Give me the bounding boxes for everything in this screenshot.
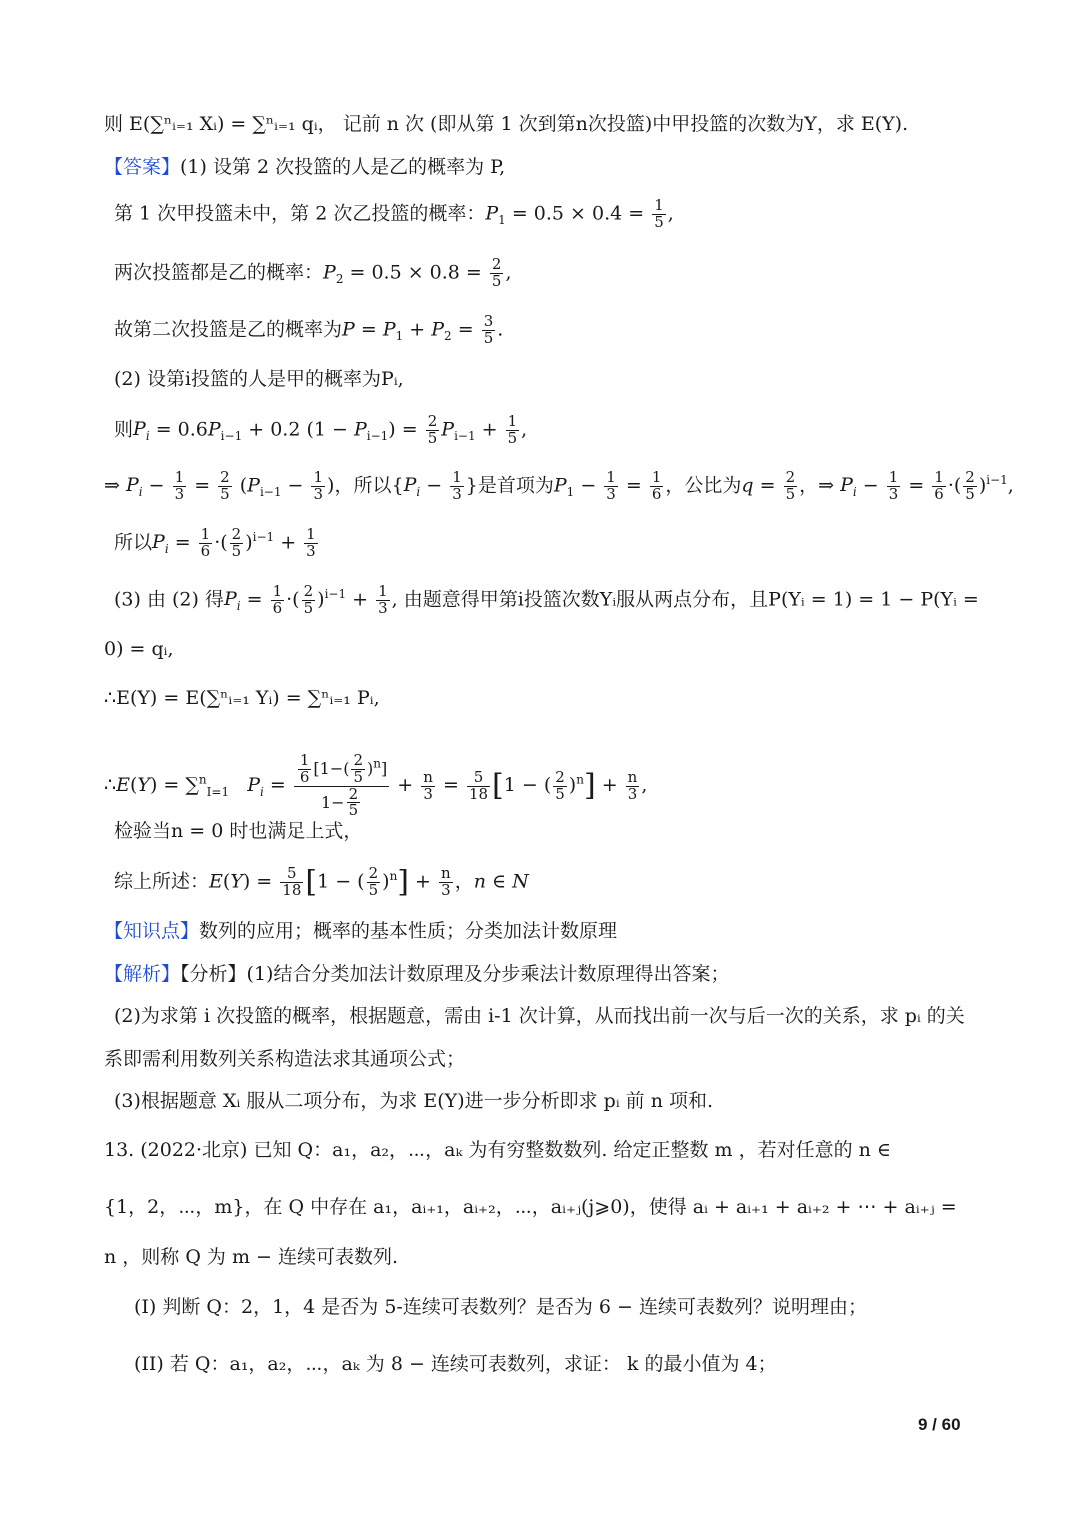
answer-line-p1: 第 1 次甲投篮未中，第 2 次乙投篮的概率：$P_1 = 0.5 \times 0.4$ = $\frac{1}{5}$ , [114, 196, 674, 231]
answer-expectation-sum: ∴E(Y) = ∑$^n_{I=1}$ $P_i$ = $\frac{1}{6}$ [1−( $\frac{2}{5}$ )$^n$] 1− $\frac{2}{5}$ + $\frac{n}{3}$ = $\frac{5}{18}$ [1 − ( $\frac{2}{5}$ )$^n$] + $\frac{n}{3}$ , [104, 751, 648, 820]
problem-line-1: 则 E(∑ⁿᵢ₌₁ Xᵢ) = ∑ⁿᵢ₌₁ qᵢ， 记前 n 次 (即从第 1 次到第n次投篮)中甲投篮的次数为Y，求 E(Y). [104, 113, 909, 135]
answer-check: 检验当n = 0 时也满足上式， [114, 820, 363, 842]
answer-heading: 【答案】(1) 设第 2 次投篮的人是乙的概率为 P, [104, 156, 506, 178]
problem13-part2: (II) 若 Q：a₁，a₂，⋯，aₖ 为 8 − 连续可表数列，求证： k 的最小值为 4； [134, 1353, 777, 1375]
answer-recurrence: 则$P_i = 0.6P_{i-1} + 0.2$ $(1 - P_{i-1})$ = $\frac{2}{5}$ $P_{i-1}$ + $\frac{1}{5}$ , [114, 412, 528, 447]
analysis-line-3: 系即需利用数列关系构造法求其通项公式； [104, 1048, 466, 1070]
answer-expectation: ∴E(Y) = E(∑ⁿᵢ₌₁ Yᵢ) = ∑ⁿᵢ₌₁ Pᵢ, [104, 687, 380, 709]
answer-pi-formula: 所以$P_i$ = $\frac{1}{6}$ ·( $\frac{2}{5}$ )$^{i-1}$ + $\frac{1}{3}$ [114, 525, 316, 560]
knowledge-tag: 【知识点】 [104, 920, 200, 942]
analysis-tag: 【解析】 [104, 963, 181, 985]
answer-line-p: 故第二次投篮是乙的概率为$P = P_1 + P_2$ = $\frac{3}{5}$ . [114, 312, 504, 347]
problem13-part1: (I) 判断 Q：2，1，4 是否为 5-连续可表数列？是否为 6 − 连续可表数列？说明理由； [134, 1296, 867, 1318]
problem13-line-3: n ，则称 Q 为 m − 连续可表数列. [104, 1246, 399, 1268]
answer-part2-intro: (2) 设第i投篮的人是甲的概率为Pᵢ, [114, 368, 404, 390]
answer-line-p2: 两次投篮都是乙的概率：$P_2 = 0.5 \times 0.8$ = $\frac{2}{5}$ , [114, 255, 512, 290]
problem13-line-1: 13. (2022·北京) 已知 Q：a₁，a₂，⋯，aₖ 为有穷整数数列. 给定正整数 m ，若对任意的 n ∈ [104, 1139, 891, 1161]
analysis-line-4: (3)根据题意 Xᵢ 服从二项分布，为求 E(Y)进一步分析即求 pᵢ 前 n 项和. [114, 1090, 714, 1112]
knowledge-points: 【知识点】数列的应用；概率的基本性质；分类加法计数原理 [104, 920, 618, 942]
analysis-line-2: (2)为求第 i 次投篮的概率，根据题意，需由 i-1 次计算，从而找出前一次与后一次的关系，求 pᵢ 的关 [114, 1005, 965, 1027]
problem13-line-2: {1，2，⋯，m}，在 Q 中存在 a₁，aᵢ₊₁，aᵢ₊₂，⋯，aᵢ₊ⱼ(j⩾0)，使得 aᵢ + aᵢ₊₁ + aᵢ₊₂ + ⋯ + aᵢ₊ⱼ = [104, 1196, 957, 1218]
answer-part3-intro: (3) 由 (2) 得$P_i$ = $\frac{1}{6}$ ·( $\frac{2}{5}$ )$^{i-1}$ + $\frac{1}{3}$ , 由题意得甲第i投篮次数Yᵢ服从两点分布，且P(Yᵢ = 1) = 1 − P(Yᵢ = [114, 582, 979, 617]
page-number: 9 / 60 [918, 1415, 961, 1434]
answer-tag: 【答案】 [104, 156, 181, 178]
analysis-line-1: 【解析】【分析】(1)结合分类加法计数原理及分步乘法计数原理得出答案； [104, 963, 730, 985]
answer-geometric: ⇒ $P_i$ − $\frac{1}{3}$ = $\frac{2}{5}$ ($P_{i-1}$ − $\frac{1}{3}$ )，所以{$P_i$ − $\frac{1}{3}$ }是首项为$P_1$ − $\frac{1}{3}$ = $\frac{1}{6}$ ，公比为q = $\frac{2}{5}$ ，⇒ $P_i$ − $\frac{1}{3}$ = $\frac{1}{6}$ ·( $\frac{2}{5}$ )$^{i-1}$, [104, 468, 1014, 503]
answer-conclusion: 综上所述：E(Y) = $\frac{5}{18}$ [1 − ( $\frac{2}{5}$ )$^n$] + $\frac{n}{3}$ ，n ∈ N [114, 864, 529, 900]
answer-part3-cont: 0) = qᵢ, [104, 638, 174, 660]
analysis-subtag: 【分析】 [180, 963, 247, 985]
